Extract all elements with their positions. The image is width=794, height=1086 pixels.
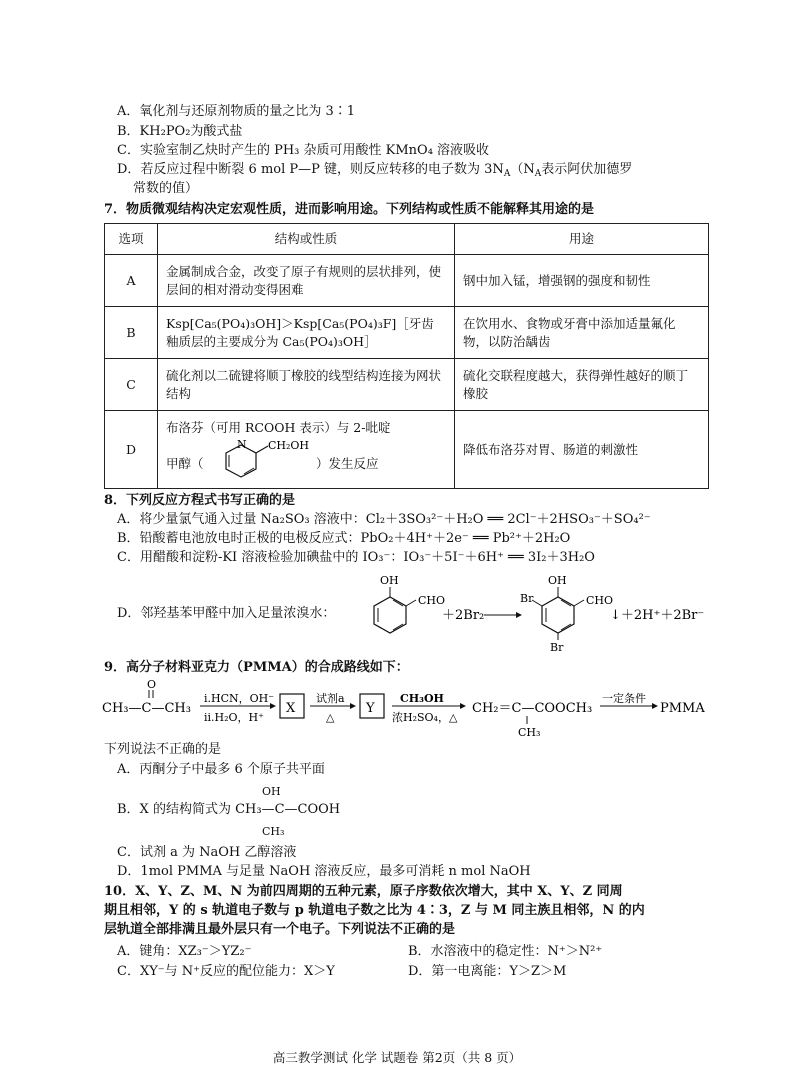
q7-row-c-option: C <box>105 359 158 411</box>
q6-d-tail2: 表示阿伏加德罗 <box>541 162 633 177</box>
q7-row-d-option: D <box>105 411 158 489</box>
q6-option-c: C．实验室制乙炔时产生的 PH₃ 杂质可用酸性 KMnO₄ 溶液吸收 <box>117 143 490 158</box>
product-br-bottom: Br <box>550 641 564 652</box>
q10-option-a: A．键角：XZ₃⁻＞YZ₂⁻ <box>117 944 252 959</box>
q7-row-d-suffix: ）发生反应 <box>316 455 379 471</box>
q7-row-b-use: 在饮用水、食物或牙膏中添加适量氟化物，以防治龋齿 <box>455 307 709 359</box>
q9-option-d: D．1mol PMMA 与足量 NaOH 溶液反应，最多可消耗 n mol NaOH <box>117 864 531 879</box>
q7-header-row <box>105 224 709 255</box>
q7-row-d-structure-line2 <box>166 437 446 481</box>
page-footer: 高三教学测试 化学 试题卷 第2页（共 8 页） <box>272 1050 522 1065</box>
box-y: Y <box>366 701 375 716</box>
q10-option-d: D．第一电离能：Y＞Z＞M <box>408 964 567 979</box>
q6-d-tail-sub: A <box>534 169 542 179</box>
q7-row-b-option: B <box>105 307 158 359</box>
q10-stem-line2: 期且相邻，Y 的 s 轨道电子数与 p 轨道电子数之比为 4∶3，Z 与 M 同主族且相邻，N 的内 <box>104 903 645 918</box>
reactant-oh: OH <box>380 574 399 587</box>
q7-row-d-structure <box>158 411 455 489</box>
product-br-top: Br <box>520 592 534 605</box>
q6-d-text: D．若反应过程中断裂 6 mol P—P 键，则反应转移的电子数为 3N <box>117 162 504 177</box>
q6-option-d <box>117 162 632 182</box>
monomer-ch3: CH₃ <box>518 726 541 739</box>
pyridine-n-label: N <box>237 437 247 451</box>
q9-option-c: C．试剂 a 为 NaOH 乙醇溶液 <box>117 845 297 860</box>
q7-row-b-structure: Ksp[Ca₅(PO₄)₃OH]＞Ksp[Ca₅(PO₄)₃F]［牙齿釉质层的主要成分为 Ca₅(PO₄)₃OH］ <box>158 307 455 359</box>
product-cho: CHO <box>586 594 614 607</box>
q8-d-tail: ↓＋2H⁺＋2Br⁻ <box>610 608 705 623</box>
ch2oh-label: CH₂OH <box>268 438 310 452</box>
q8-option-b: B．铅酸蓄电池放电时正极的电极反应式：PbO₂＋4H⁺＋2e⁻ ══ Pb²⁺＋2H₂O <box>117 531 571 546</box>
q7-row-a-option: A <box>105 255 158 307</box>
q7-row-a-use: 钢中加入锰，增强钢的强度和韧性 <box>455 255 709 307</box>
q7-header-option: 选项 <box>105 224 158 255</box>
reagent-br2: ＋2Br₂ <box>442 608 485 623</box>
product-oh: OH <box>548 574 567 587</box>
reactant-cho: CHO <box>418 594 446 607</box>
q9-b-oh: OH <box>262 785 281 798</box>
q7-row-d-prefix: 甲醇（ <box>166 455 204 471</box>
q9-option-b: B．X 的结构简式为 CH₃—C—COOH <box>117 802 341 817</box>
step2-top: 试剂a <box>316 692 345 705</box>
q10-option-b: B．水溶液中的稳定性：N⁺＞N²⁺ <box>408 944 603 959</box>
q7-row-b <box>105 307 709 359</box>
acetone: CH₃—C—CH₃ <box>102 701 191 716</box>
monomer: CH₂＝C—COOCH₃ <box>472 701 593 716</box>
q9-b-ch3: CH₃ <box>262 825 285 838</box>
pyridine-methanol-structure <box>206 437 316 481</box>
box-x: X <box>286 701 296 716</box>
q8-option-a: A．将少量氯气通入过量 Na₂SO₃ 溶液中：Cl₂＋3SO₃²⁻＋H₂O ══ 2Cl⁻＋2HSO₃⁻＋SO₄²⁻ <box>117 512 651 527</box>
q7-row-c-use: 硫化交联程度越大，获得弹性越好的顺丁橡胶 <box>455 359 709 411</box>
q7-row-d-structure-line1: 布洛芬（可用 RCOOH 表示）与 2-吡啶 <box>166 419 391 435</box>
step4-top: 一定条件 <box>602 692 646 705</box>
q7-header-use: 用途 <box>455 224 709 255</box>
q8-option-c: C．用醋酸和淀粉-KI 溶液检验加碘盐中的 IO₃⁻：IO₃⁻＋5I⁻＋6H⁺ ══ 3I₂＋3H₂O <box>117 550 595 565</box>
q9-question: 下列说法不正确的是 <box>104 742 222 757</box>
q6-option-b: B．KH₂PO₂为酸式盐 <box>117 124 243 139</box>
q7-row-c-structure: 硫化剂以二硫键将顺丁橡胶的线型结构连接为网状结构 <box>158 359 455 411</box>
q7-row-c <box>105 359 709 411</box>
q8-option-d-label: D．邻羟基苯甲醛中加入足量浓溴水： <box>117 606 336 621</box>
q9-synthesis-route <box>100 676 720 740</box>
q7-header-structure: 结构或性质 <box>158 224 455 255</box>
product-pmma: PMMA <box>660 701 705 716</box>
step2-bottom: △ <box>326 711 335 724</box>
q6-option-a: A．氧化剂与还原剂物质的量之比为 3∶1 <box>117 104 356 119</box>
q10-stem-line1: 10．X、Y、Z、M、N 为前四周期的五种元素，原子序数依次增大，其中 X、Y、Z 同周 <box>104 884 623 899</box>
q6-d-tail: （N <box>510 162 535 177</box>
step1-top: i.HCN，OH⁻ <box>204 692 275 705</box>
q8-stem: 8．下列反应方程式书写正确的是 <box>104 493 296 508</box>
q9-option-a: A．丙酮分子中最多 6 个原子共平面 <box>117 762 325 777</box>
q10-option-c: C．XY⁻与 N⁺反应的配位能力：X＞Y <box>117 964 335 979</box>
step3-top: CH₃OH <box>400 692 444 705</box>
step1-bottom: ii.H₂O，H⁺ <box>204 711 264 724</box>
q9-stem: 9．高分子材料亚克力（PMMA）的合成路线如下： <box>104 660 409 675</box>
q7-row-a <box>105 255 709 307</box>
q6-option-d-cont: 常数的值） <box>133 181 199 196</box>
q7-row-d <box>105 411 709 489</box>
step3-bottom: 浓H₂SO₄，△ <box>392 711 458 724</box>
q7-table <box>104 223 709 489</box>
acetone-o: O <box>147 678 157 691</box>
q6-d-sub: A <box>503 169 511 179</box>
q10-stem-line3: 层轨道全部排满且最外层只有一个电子。下列说法不正确的是 <box>104 922 456 937</box>
q7-row-d-use: 降低布洛芬对胃、肠道的刺激性 <box>455 411 709 489</box>
q8-d-reaction <box>360 572 720 652</box>
q7-row-a-structure: 金属制成合金，改变了原子有规则的层状排列，使层间的相对滑动变得困难 <box>158 255 455 307</box>
q7-stem: 7．物质微观结构决定宏观性质，进而影响用途。下列结构或性质不能解释其用途的是 <box>104 202 595 217</box>
